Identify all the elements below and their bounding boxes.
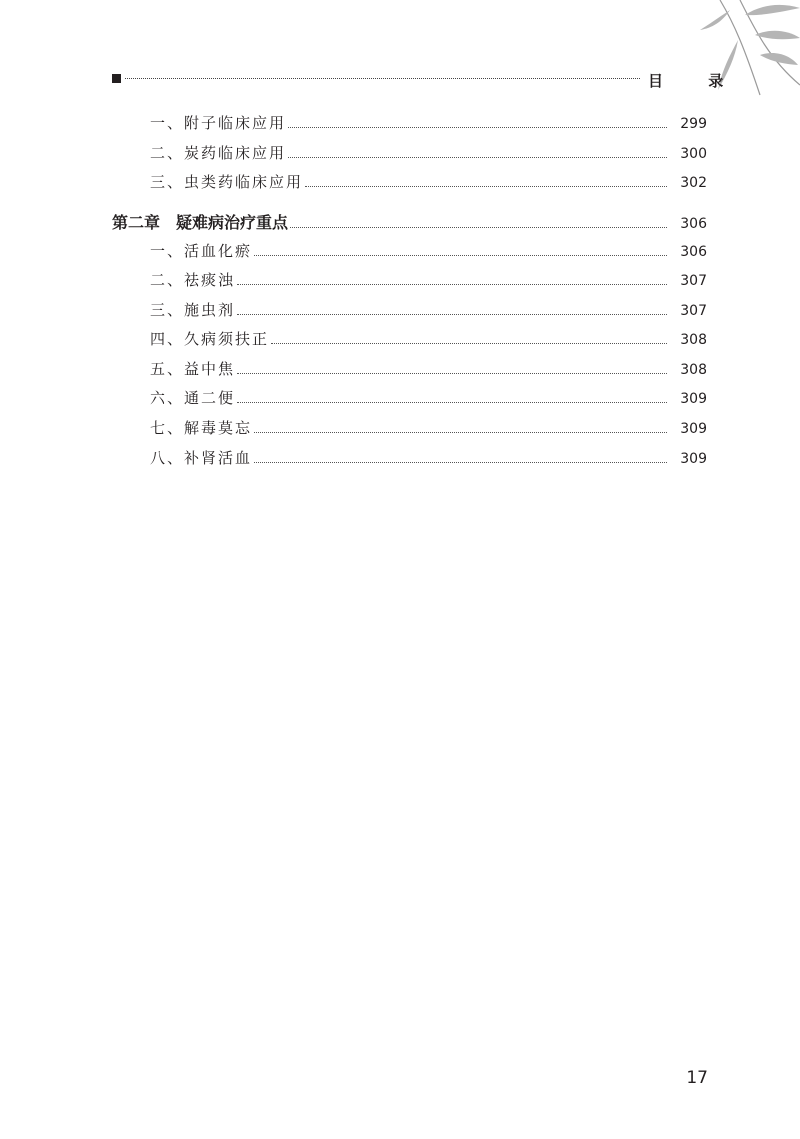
toc-entry-page: 300 (680, 146, 707, 162)
toc-entry-page: 299 (680, 116, 707, 132)
toc-entry-title: 七、解毒莫忘 (150, 419, 253, 437)
toc-dot-leader (290, 226, 667, 228)
toc-dot-leader (254, 431, 667, 433)
toc-chapter-entry[interactable] (0, 210, 800, 234)
toc-dot-leader (254, 254, 667, 256)
toc-dot-leader (305, 185, 667, 187)
toc-entry[interactable] (0, 387, 800, 411)
toc-dot-leader (237, 283, 667, 285)
toc-dot-leader (288, 156, 667, 158)
toc-entry[interactable] (0, 358, 800, 382)
page-number: 17 (686, 1068, 708, 1088)
toc-dot-leader (237, 401, 667, 403)
toc-entry-title: 二、祛痰浊 (150, 271, 236, 289)
toc-entry-page: 307 (680, 273, 707, 289)
toc-dot-leader (237, 372, 667, 374)
toc-dot-leader (237, 313, 667, 315)
toc-entry-title: 五、益中焦 (150, 360, 236, 378)
toc-entry-title: 八、补肾活血 (150, 449, 253, 467)
toc-entry-title: 四、久病须扶正 (150, 330, 270, 348)
toc-entry[interactable] (0, 417, 800, 441)
toc-entry-page: 309 (680, 391, 707, 407)
table-of-contents (0, 0, 800, 480)
toc-entry[interactable] (0, 171, 800, 195)
toc-entry[interactable] (0, 269, 800, 293)
toc-entry-page: 306 (680, 216, 707, 232)
toc-entry-page: 308 (680, 332, 707, 348)
toc-entry-title: 六、通二便 (150, 389, 236, 407)
toc-entry-page: 309 (680, 421, 707, 437)
running-header-title: 目 录 (648, 72, 744, 90)
toc-dot-leader (271, 342, 667, 344)
toc-entry[interactable] (0, 240, 800, 264)
toc-entry[interactable] (0, 299, 800, 323)
toc-entry-page: 308 (680, 362, 707, 378)
toc-entry-title: 三、虫类药临床应用 (150, 173, 304, 191)
toc-entry-page: 302 (680, 175, 707, 191)
toc-entry[interactable] (0, 447, 800, 471)
toc-entry[interactable] (0, 112, 800, 136)
toc-entry-title: 一、活血化瘀 (150, 242, 253, 260)
toc-entry-page: 307 (680, 303, 707, 319)
toc-chapter-title: 第二章 疑难病治疗重点 (112, 213, 289, 232)
toc-dot-leader (288, 126, 667, 128)
toc-entry-title: 一、附子临床应用 (150, 114, 287, 132)
toc-entry[interactable] (0, 328, 800, 352)
toc-entry-title: 二、炭药临床应用 (150, 144, 287, 162)
toc-dot-leader (254, 461, 667, 463)
toc-entry[interactable] (0, 142, 800, 166)
toc-entry-title: 三、施虫剂 (150, 301, 236, 319)
toc-entry-page: 306 (680, 244, 707, 260)
toc-entry-page: 309 (680, 451, 707, 467)
